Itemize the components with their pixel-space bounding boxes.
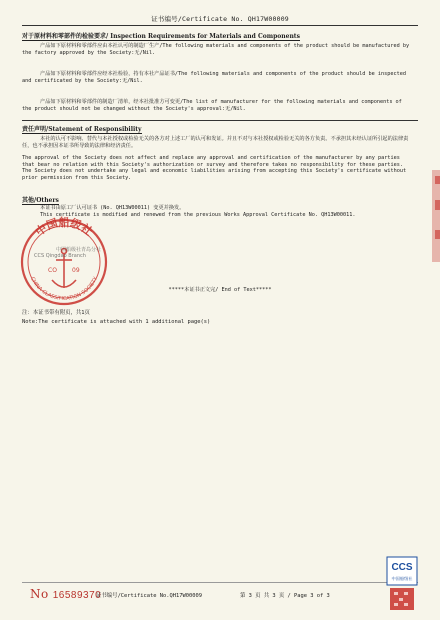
footer-page-number: 第 3 页 共 3 页 / Page 3 of 3 [240,593,330,599]
end-of-text: *****本证书正文完/ End of Text***** [168,287,272,293]
serial-value: 16589370 [52,590,102,601]
ccs-logo [386,556,418,612]
edge-stamp-fragment [428,170,440,262]
note-english: Note:The certificate is attached with 1 additional page(s) [22,319,211,325]
seal-center-code: CO [48,267,57,274]
certificate-number-header: 证书编号/Certificate No. QH17W00009 [151,15,289,23]
section1-paragraph-2: 产品如下原材料和零部件应经本社检验，持有本社产品证书/The following materials and components of the product should be inspected and certificated by the Society:无/Nil. [22,71,406,84]
logo-subtext: 中国船级社 [391,576,413,581]
seal-office-line-1: 中国船级社青岛分社 [56,247,102,253]
section3-paragraph: 本证书由原工厂认可证书 (No. QH13W00011) 变更并换发。 This certificate is modified and renewed from the previous Works Approval Certificate No. QH13W00011. [40,205,356,218]
seal-office-line-2: CCS Qingdao Branch [34,253,86,259]
others-heading: 其他/Others [22,197,59,204]
section-rule-1 [22,120,418,121]
serial-prefix: No [30,587,49,601]
footer-certificate-number: 证书编号/Certificate No.QH17W00009 [96,593,202,599]
footer-rule [22,582,418,583]
seal-bottom-text: CHINA CLASSIFICATION SOCIETY [28,276,100,303]
seal-top-text: 中国船级社 [33,216,95,239]
section2-paragraph-en: The approval of the Society does not affect and replace any approval and certification of the manufacturer by any parties that bear no relation with this Society's authorization or survey and therefore takes no responsibility for these parties. The Society does not undertake any legal and economic liabilities arising from accepting this Society's certificate without prior permission from this Society. [22,155,407,181]
ccs-seal-stamp [14,210,114,310]
section2-paragraph-cn: 本社的认可不影响、替代与本社授权或检验无关的各方对上述工厂的认可和发证。并且不对与本社授权或检验无关的各方负责。不承担其未经认证所引起的法律责任，也不承担因本证书所导致的法律和经济责任。 [22,136,409,149]
seal-center-number: 09 [72,267,80,274]
section1-paragraph-1: 产品如下原材料和零部件应由本社认可的制造厂生产/The following materials and components of the product should be manufactured by the factory approved by the Society:无/Nil. [22,43,410,56]
note-chinese: 注：本证书带有附页，共1页 [22,310,90,316]
logo-text: CCS [391,562,413,573]
section1-paragraph-3: 产品如下原材料和零部件的制造厂清单，经本社批准方可变更/The list of manufacturer for the following materials and components of the product should not be changed without the Society's approval:无/Nil. [22,99,402,112]
serial-number [30,587,101,601]
statement-of-responsibility-heading: 责任声明/Statement of Responsibility [22,126,142,133]
inspection-requirements-heading: 对于原材料和零部件的检验要求/ Inspection Requirements for Materials and Components [22,33,300,40]
header-rule [22,25,418,26]
